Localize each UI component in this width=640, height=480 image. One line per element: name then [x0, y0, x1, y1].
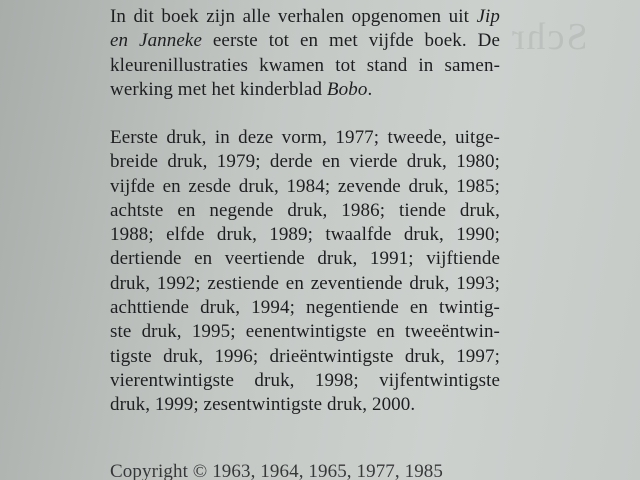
history-line: druk, 1992; zestiende en zeventiende druk, 1993; — [110, 272, 500, 294]
history-line: tigste druk, 1996; drieëntwintigste druk, 1997; — [110, 345, 500, 367]
copyright-line: Copyright © 1963, 1964, 1965, 1977, 1985 — [110, 461, 443, 480]
printing-history-paragraph — [110, 126, 500, 418]
intro-paragraph — [110, 5, 500, 102]
show-through-text: Schr — [510, 16, 588, 58]
copyright-paragraph — [110, 460, 500, 480]
intro-line-3: kleurenillustraties kwamen tot stand in samen- — [110, 54, 500, 76]
book-title-part2: en Janneke — [110, 30, 202, 52]
history-line: breide druk, 1979; derde en vierde druk, 1980; — [110, 151, 500, 173]
history-line: ste druk, 1995; eenentwintigste en tweeëntwin- — [110, 321, 500, 343]
history-line: vierentwintigste druk, 1998; vijfentwintigste — [110, 369, 500, 391]
magazine-title: Bobo — [326, 78, 368, 100]
history-line: druk, 1999; zesentwintigste druk, 2000. — [110, 394, 416, 416]
history-line: 1988; elfde druk, 1989; twaalfde druk, 1990; — [110, 224, 500, 246]
intro-line-2: en Janneke eerste tot en met vijfde boek. De — [110, 30, 500, 52]
book-title-part1: Jip — [476, 6, 500, 27]
history-line: achttiende druk, 1994; negentiende en twintig- — [110, 297, 500, 319]
history-line: Eerste druk, in deze vorm, 1977; tweede, uitge- — [110, 127, 500, 148]
history-line: vijfde en zesde druk, 1984; zevende druk, 1985; — [110, 175, 500, 197]
intro-line-4: werking met het kinderblad Bobo. — [110, 78, 373, 100]
history-line: dertiende en veertiende druk, 1991; vijftiende — [110, 248, 500, 270]
history-line: achtste en negende druk, 1986; tiende druk, — [110, 199, 500, 221]
intro-line-1: In dit boek zijn alle verhalen opgenomen uit Jip — [110, 6, 500, 27]
